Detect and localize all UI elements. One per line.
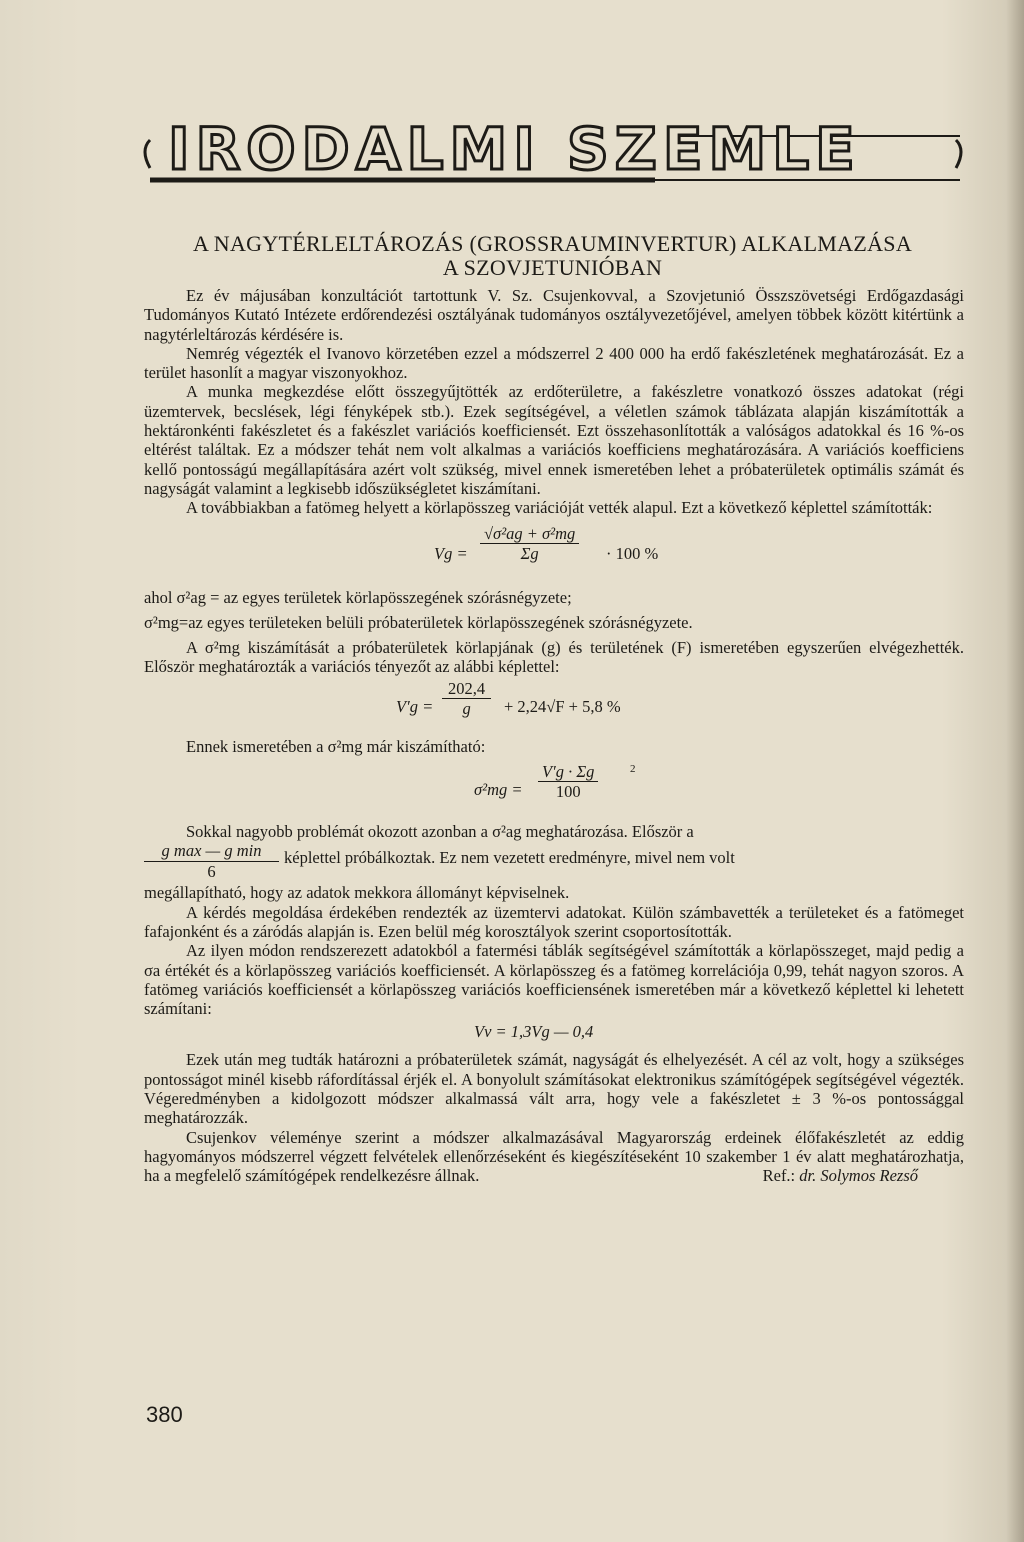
paragraph-5: A σ²mg kiszámítását a próbaterületek körlapjának (g) és területének (F) ismeretében egyszerűen elvégezhették. Először meghatározták a variációs tényezőt az alábbi képlettel: xyxy=(144,638,964,677)
range-formula-fraction xyxy=(144,841,279,881)
closing-paragraph xyxy=(144,1128,964,1186)
paragraph-4: A továbbiakban a fatömeg helyett a körlapösszeg variációját vették alapul. Ezt a következő képlettel számították: xyxy=(186,498,933,518)
formula-vg xyxy=(144,522,964,584)
range-formula-text: képlettel próbálkoztak. Ez nem vezetett eredményre, mivel nem volt xyxy=(284,848,735,868)
formula-sigma-mg-denominator: 100 xyxy=(555,782,581,802)
formula-vg-prime-denominator: g xyxy=(462,699,471,719)
formula-vv-text: Vv = 1,3Vg — 0,4 xyxy=(474,1022,594,1042)
formula-sigma-mg-numerator: V′g · Σg xyxy=(538,762,598,782)
paragraph-7: Sokkal nagyobb problémát okozott azonban a σ²ag meghatározása. Először a xyxy=(186,822,694,842)
paragraph-1: Ez év májusában konzultációt tartottunk V. Sz. Csujenkovval, a Szovjetunió Összszövetségi Erdőgazdasági Tudományos Kutató Intézete erdőrendezési osztályának tudományos osztályvezetőjével, amelyen többek között kitértünk a nagytérleltározás kérdésére is. xyxy=(144,286,964,344)
paragraph-11: Ezek után meg tudták határozni a próbaterületek számát, nagyságát és elhelyezését. A cél az volt, hogy a szükséges pontosságot minél kisebb ráfordítással érjék el. A bonyolult számításokat elektronikus számítógépek segítségével végezték. Végeredményben a kidolgozott módszer alkalmassá vált arra, hogy vele a fakészletet ± 3 %-os pontossággal meghatározzák. xyxy=(144,1050,964,1128)
definition-sigma-ag: ahol σ²ag = az egyes területek körlapösszegének szórásnégyzete; xyxy=(144,587,572,607)
range-formula-denominator: 6 xyxy=(207,861,216,881)
formula-vg-prime-numerator: 202,4 xyxy=(442,679,491,699)
signature-name: dr. Solymos Rezső xyxy=(799,1166,918,1186)
article-title-line-2: A SZOVJETUNIÓBAN xyxy=(442,255,663,280)
article-title xyxy=(140,232,965,280)
paragraph-2: Nemrég végezték el Ivanovo körzetében ezzel a módszerrel 2 400 000 ha erdő fakészletének meghatározását. Ez a terület hasonlít a magyar viszonyokhoz. xyxy=(144,343,964,383)
formula-vg-lhs: Vg = xyxy=(434,543,468,563)
formula-vg-numerator: √σ²ag + σ²mg xyxy=(480,524,579,544)
page-edge-shadow xyxy=(1006,0,1024,1542)
definition-sigma-mg: σ²mg=az egyes területeken belüli próbaterületek körlapösszegének szórásnégyzete. xyxy=(144,612,693,632)
formula-sigma-mg-fraction xyxy=(538,762,598,802)
signature-ref: Ref.: xyxy=(762,1166,800,1186)
formula-vg-denominator: Σg xyxy=(520,543,539,563)
paragraph-6: Ennek ismeretében a σ²mg már kiszámítható: xyxy=(186,736,486,756)
formula-sigma-mg-exponent: 2 xyxy=(630,763,636,776)
paragraph-9: A kérdés megoldása érdekében rendezték az üzemtervi adatokat. Külön számbavették a területeket és a fatömeget fafajonként és a záródás alapján is. Ezen belül még korosztályok szerint csoportosították. xyxy=(144,902,964,941)
formula-vg-prime-rest: + 2,24√F + 5,8 % xyxy=(504,696,621,716)
formula-vv xyxy=(144,1022,964,1044)
article-title-line-1: A NAGYTÉRLELTÁROZÁS (GROSSRAUMINVERTUR) ALKALMAZÁSA xyxy=(192,231,913,256)
paragraph-3: A munka megkezdése előtt összegyűjtötték az erdőterületre, a fakészletre vonatkozó összes adatokat (régi üzemtervek, becslések, légi fényképek stb.). Ezek segítségével, a véletlen számok táblázata alapján kiszámították a hektáronkénti fakészletet és a fakészlet variációs koefficiensét. Ezt összehasonlították a valóságos adatokkal és 16 %-os eltérést találtak. Ez a módszer tehát nem volt alkalmas a variációs koefficiens meghatározására. A variációs koefficiens kellő pontosságú megállapítására azért volt szükség, mivel ennek ismeretében lehet a próbaterületek optimális számát és nagyságát valamint a legkisebb időszükségletet kiszámítani. xyxy=(144,382,964,498)
formula-vg-prime xyxy=(144,678,964,733)
page-number: 380 xyxy=(146,1402,183,1427)
paragraph-12: Csujenkov véleménye szerint a módszer alkalmazásával Magyarország erdeinek élőfakészletét az eddig hagyományos módszerrel végzett felvételek ellenőrzéseként és kiegészítéseként 10 szakember 1 év alatt meghatározhatja, ha a megfelelő számítógépek rendelkezésre állnak. xyxy=(144,1127,964,1186)
masthead xyxy=(140,110,970,188)
formula-vg-prime-fraction xyxy=(442,679,491,719)
formula-vg-prime-lhs: V′g = xyxy=(396,696,434,716)
range-formula-line xyxy=(144,841,964,883)
formula-sigma-mg xyxy=(144,760,964,818)
signature xyxy=(763,1166,918,1185)
range-formula-numerator: g max — g min xyxy=(144,841,279,861)
formula-sigma-mg-lhs: σ²mg = xyxy=(474,780,523,800)
paragraph-8: megállapítható, hogy az adatok mekkora állományt képviselnek. xyxy=(144,883,570,903)
formula-vg-fraction xyxy=(480,524,579,564)
paragraph-10: Az ilyen módon rendszerezett adatokból a fatermési táblák segítségével számították a körlapösszeget, majd pedig a σa értékét és a körlapösszeg variációs koefficiensét. A körlapösszeg és a fatömeg korrelációja 0,99, tehát nagyon szoros. A fatömeg variációs koefficiensét a körlapösszeg variációs koefficiensének ismeretében már a következő képlettel ki lehetett számítani: xyxy=(144,941,964,1019)
formula-vg-percent: · 100 % xyxy=(606,543,659,563)
article-body xyxy=(144,286,964,1186)
masthead-title: IRODALMI SZEMLE xyxy=(168,115,861,183)
